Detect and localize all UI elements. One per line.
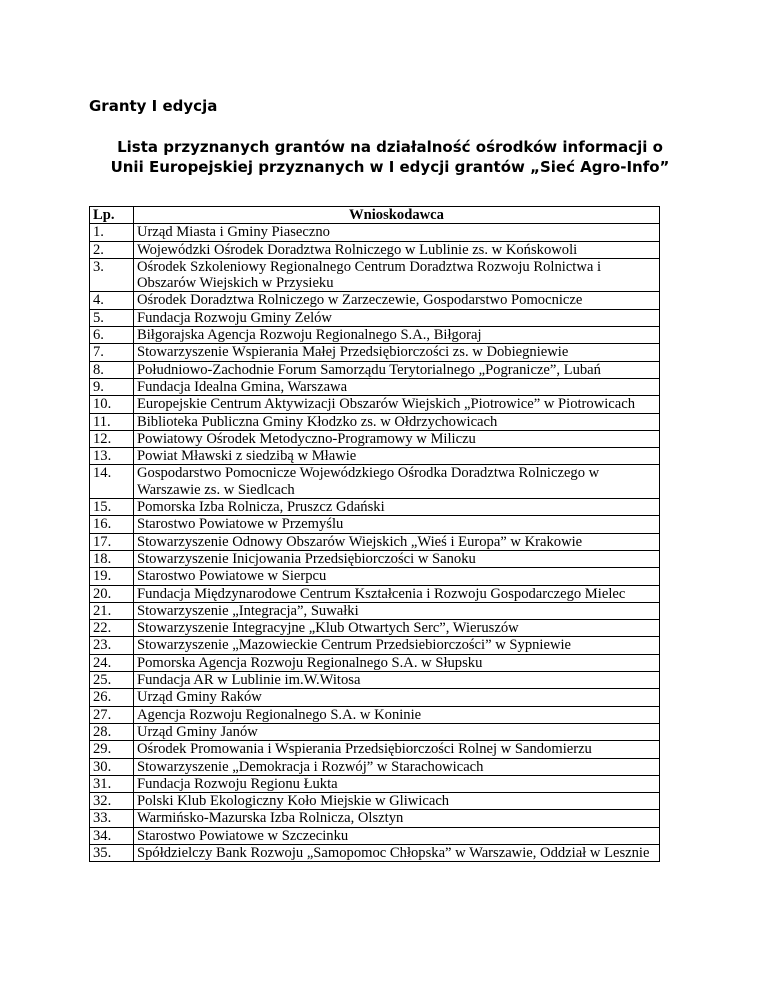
- row-number: 2.: [90, 241, 134, 258]
- row-number: 8.: [90, 361, 134, 378]
- applicant-name: Polski Klub Ekologiczny Koło Miejskie w Gliwicach: [134, 793, 660, 810]
- applicant-name: Wojewódzki Ośrodek Doradztwa Rolniczego w Lublinie zs. w Końskowoli: [134, 241, 660, 258]
- table-row: [90, 413, 660, 430]
- row-number: 32.: [90, 793, 134, 810]
- table-row: [90, 465, 660, 499]
- applicant-name: Fundacja Idealna Gmina, Warszawa: [134, 378, 660, 395]
- table-row: [90, 430, 660, 447]
- grants-table-body: [90, 224, 660, 862]
- applicant-name: Biblioteka Publiczna Gminy Kłodzko zs. w Ołdrzychowicach: [134, 413, 660, 430]
- row-number: 24.: [90, 654, 134, 671]
- table-row: [90, 723, 660, 740]
- row-number: 17.: [90, 533, 134, 550]
- grants-table: [89, 206, 660, 862]
- applicant-name: Ośrodek Promowania i Wspierania Przedsiębiorczości Rolnej w Sandomierzu: [134, 741, 660, 758]
- applicant-name: Fundacja Rozwoju Gminy Zelów: [134, 309, 660, 326]
- table-row: [90, 516, 660, 533]
- table-row: [90, 550, 660, 567]
- row-number: 25.: [90, 672, 134, 689]
- row-number: 3.: [90, 258, 134, 292]
- row-number: 29.: [90, 741, 134, 758]
- table-row: [90, 654, 660, 671]
- row-number: 23.: [90, 637, 134, 654]
- row-number: 31.: [90, 775, 134, 792]
- row-number: 33.: [90, 810, 134, 827]
- table-row: [90, 224, 660, 241]
- applicant-name: Starostwo Powiatowe w Przemyślu: [134, 516, 660, 533]
- table-row: [90, 810, 660, 827]
- table-row: [90, 533, 660, 550]
- table-row: [90, 827, 660, 844]
- row-number: 18.: [90, 550, 134, 567]
- row-number: 22.: [90, 620, 134, 637]
- applicant-name: Warmińsko-Mazurska Izba Rolnicza, Olsztyn: [134, 810, 660, 827]
- applicant-name: Urząd Gminy Raków: [134, 689, 660, 706]
- applicant-name: Stowarzyszenie „Mazowieckie Centrum Przedsiebiorczości” w Sypniewie: [134, 637, 660, 654]
- applicant-name: Stowarzyszenie Odnowy Obszarów Wiejskich „Wieś i Europa” w Krakowie: [134, 533, 660, 550]
- table-row: [90, 758, 660, 775]
- applicant-name: Fundacja Międzynarodowe Centrum Kształcenia i Rozwoju Gospodarczego Mielec: [134, 585, 660, 602]
- row-number: 15.: [90, 499, 134, 516]
- row-number: 4.: [90, 292, 134, 309]
- table-row: [90, 706, 660, 723]
- table-row: [90, 568, 660, 585]
- page-title: Lista przyznanych grantów na działalność ośrodków informacji o Unii Europejskiej przyznanych w I edycji grantów „Sieć Agro-Info”: [110, 138, 670, 176]
- row-number: 20.: [90, 585, 134, 602]
- table-row: [90, 672, 660, 689]
- table-row: [90, 499, 660, 516]
- applicant-name: Fundacja AR w Lublinie im.W.Witosa: [134, 672, 660, 689]
- page-heading: Granty I edycja: [89, 97, 218, 115]
- table-row: [90, 793, 660, 810]
- row-number: 21.: [90, 602, 134, 619]
- table-row: [90, 620, 660, 637]
- applicant-name: Południowo-Zachodnie Forum Samorządu Terytorialnego „Pogranicze”, Lubań: [134, 361, 660, 378]
- row-number: 30.: [90, 758, 134, 775]
- applicant-name: Powiatowy Ośrodek Metodyczno-Programowy w Miliczu: [134, 430, 660, 447]
- grants-table-header: [90, 207, 660, 224]
- row-number: 19.: [90, 568, 134, 585]
- lp-column-header: Lp.: [90, 207, 134, 224]
- row-number: 10.: [90, 396, 134, 413]
- table-row: [90, 689, 660, 706]
- applicant-name: Europejskie Centrum Aktywizacji Obszarów Wiejskich „Piotrowice” w Piotrowicach: [134, 396, 660, 413]
- applicant-name: Gospodarstwo Pomocnicze Wojewódzkiego Ośrodka Doradztwa Rolniczego w Warszawie zs. w Siedlcach: [134, 465, 660, 499]
- applicant-name: Stowarzyszenie Inicjowania Przedsiębiorczości w Sanoku: [134, 550, 660, 567]
- applicant-column-header: Wnioskodawca: [134, 207, 660, 224]
- table-row: [90, 741, 660, 758]
- table-row: [90, 378, 660, 395]
- applicant-name: Fundacja Rozwoju Regionu Łukta: [134, 775, 660, 792]
- header-row: [90, 207, 660, 224]
- applicant-name: Stowarzyszenie Wspierania Małej Przedsiębiorczości zs. w Dobiegniewie: [134, 344, 660, 361]
- table-row: [90, 258, 660, 292]
- applicant-name: Powiat Mławski z siedzibą w Mławie: [134, 448, 660, 465]
- applicant-name: Spółdzielczy Bank Rozwoju „Samopomoc Chłopska” w Warszawie, Oddział w Lesznie: [134, 844, 660, 861]
- row-number: 7.: [90, 344, 134, 361]
- table-row: [90, 637, 660, 654]
- row-number: 13.: [90, 448, 134, 465]
- table-row: [90, 309, 660, 326]
- row-number: 16.: [90, 516, 134, 533]
- applicant-name: Urząd Gminy Janów: [134, 723, 660, 740]
- row-number: 6.: [90, 327, 134, 344]
- table-row: [90, 775, 660, 792]
- table-row: [90, 327, 660, 344]
- row-number: 1.: [90, 224, 134, 241]
- applicant-name: Stowarzyszenie „Integracja”, Suwałki: [134, 602, 660, 619]
- row-number: 27.: [90, 706, 134, 723]
- applicant-name: Biłgorajska Agencja Rozwoju Regionalnego S.A., Biłgoraj: [134, 327, 660, 344]
- applicant-name: Pomorska Izba Rolnicza, Pruszcz Gdański: [134, 499, 660, 516]
- applicant-name: Urząd Miasta i Gminy Piaseczno: [134, 224, 660, 241]
- table-row: [90, 344, 660, 361]
- row-number: 35.: [90, 844, 134, 861]
- row-number: 34.: [90, 827, 134, 844]
- table-row: [90, 844, 660, 861]
- row-number: 11.: [90, 413, 134, 430]
- table-row: [90, 602, 660, 619]
- row-number: 26.: [90, 689, 134, 706]
- table-row: [90, 585, 660, 602]
- row-number: 9.: [90, 378, 134, 395]
- applicant-name: Pomorska Agencja Rozwoju Regionalnego S.A. w Słupsku: [134, 654, 660, 671]
- table-row: [90, 292, 660, 309]
- row-number: 28.: [90, 723, 134, 740]
- applicant-name: Starostwo Powiatowe w Szczecinku: [134, 827, 660, 844]
- table-row: [90, 361, 660, 378]
- applicant-name: Starostwo Powiatowe w Sierpcu: [134, 568, 660, 585]
- applicant-name: Stowarzyszenie Integracyjne „Klub Otwartych Serc”, Wieruszów: [134, 620, 660, 637]
- table-row: [90, 396, 660, 413]
- applicant-name: Ośrodek Szkoleniowy Regionalnego Centrum Doradztwa Rozwoju Rolnictwa i Obszarów Wiejskich w Przysieku: [134, 258, 660, 292]
- table-row: [90, 241, 660, 258]
- row-number: 14.: [90, 465, 134, 499]
- applicant-name: Agencja Rozwoju Regionalnego S.A. w Koninie: [134, 706, 660, 723]
- row-number: 5.: [90, 309, 134, 326]
- applicant-name: Ośrodek Doradztwa Rolniczego w Zarzeczewie, Gospodarstwo Pomocnicze: [134, 292, 660, 309]
- applicant-name: Stowarzyszenie „Demokracja i Rozwój” w Starachowicach: [134, 758, 660, 775]
- row-number: 12.: [90, 430, 134, 447]
- table-row: [90, 448, 660, 465]
